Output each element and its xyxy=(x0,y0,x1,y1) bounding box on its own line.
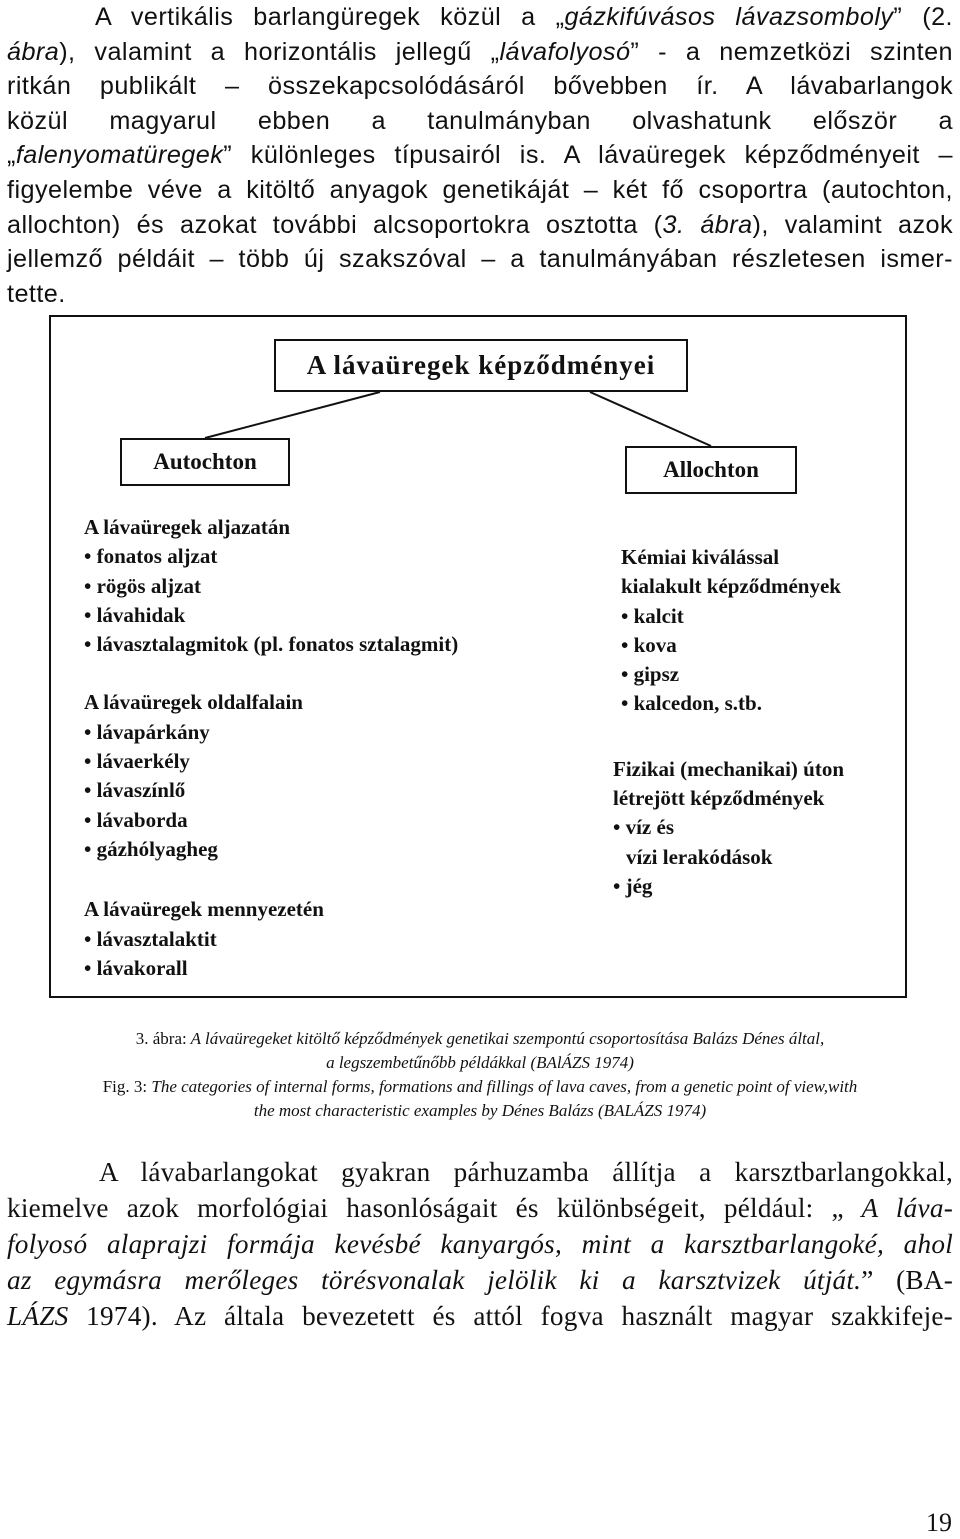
list-item: • gázhólyagheg xyxy=(84,836,218,861)
group-heading: létrejött képződmények xyxy=(613,786,825,811)
group-heading: kialakult képződmények xyxy=(621,574,841,599)
list-item: • gipsz xyxy=(621,662,680,687)
text-line: tette. xyxy=(7,279,66,308)
list-item: • lávaborda xyxy=(84,807,188,832)
text-line: allochton) és azokat további alcsoportokra osztotta (3. ábra), valamint azok xyxy=(7,210,954,239)
text-line: ábra), valamint a horizontális jellegű „lávafolyosó” - a nemzetközi szinten xyxy=(7,37,953,66)
list-item: • lávahidak xyxy=(84,602,186,627)
list-item: • rögös aljzat xyxy=(84,573,201,598)
list-item: • kalcit xyxy=(621,603,684,628)
list-item: • kova xyxy=(621,632,677,657)
caption-hu-line1: 3. ábra: A lávaüregeket kitöltő képződmények genetikai szempontú csoportosítása Balázs Dénes által, xyxy=(135,1029,825,1048)
group-heading: A lávaüregek aljazatán xyxy=(84,515,291,539)
group-heading: A lávaüregek mennyezetén xyxy=(84,897,324,922)
text-line: A vertikális barlangüregek közül a „gázkifúvásos lávazsomboly” (2. xyxy=(95,3,953,31)
caption-en-line2: the most characteristic examples by Dénes Balázs (BALÁZS 1974) xyxy=(253,1101,707,1120)
text-line: LÁZS 1974). Az általa bevezetett és attól fogva használt magyar szakkifeje- xyxy=(7,1301,953,1331)
text-line: A lávabarlangokat gyakran párhuzamba állítja a karsztbarlangokkal, xyxy=(99,1157,953,1187)
group-heading: Fizikai (mechanikai) úton xyxy=(613,756,845,781)
list-item: • lávakorall xyxy=(84,955,188,980)
text-line: „falenyomatüregek” különleges típusairól is. A lávaüregek képződményeit – xyxy=(7,141,953,170)
text-line: ritkán publikált – összekapcsolódásáról bővebben ír. A lávabarlangok xyxy=(7,72,953,101)
page-number: 19 xyxy=(926,1508,952,1537)
list-item: • lávapárkány xyxy=(84,719,210,744)
list-item: • lávaszínlő xyxy=(84,778,186,803)
caption-hu-line2: a legszembetűnőbb példákkal (BAlÁZS 1974) xyxy=(326,1053,634,1072)
list-item: • kalcedon, s.tb. xyxy=(621,691,762,716)
intro-paragraph xyxy=(7,0,953,311)
group-heading: Kémiai kiválással xyxy=(621,545,780,569)
text-line: jellemző példáit – több új szakszóval – a tanulmányában részletesen ismer- xyxy=(7,245,953,274)
list-item: • lávasztalagmitok (pl. fonatos sztalagmit) xyxy=(84,632,459,657)
list-item: • lávasztalaktit xyxy=(84,926,217,951)
list-item: • lávaerkély xyxy=(84,749,190,774)
list-item: • fonatos aljzat xyxy=(84,544,218,569)
second-paragraph xyxy=(7,1154,953,1334)
list-item: • jég xyxy=(613,873,653,898)
allochton-list xyxy=(613,543,844,901)
list-item: vízi lerakódások xyxy=(626,844,773,869)
text-line: az egymásra merőleges törésvonalak jelölik ki a karsztvizek útját.” (BA- xyxy=(7,1265,953,1295)
text-line: kiemelve azok morfológiai hasonlóságait és különbségeit, például: „ A láva- xyxy=(7,1193,953,1223)
autochton-list xyxy=(84,513,458,983)
autochton-box: Autochton xyxy=(120,438,290,486)
group-heading: A lávaüregek oldalfalain xyxy=(84,690,303,715)
text-line: közül magyarul ebben a tanulmányban olvashatunk először a xyxy=(7,106,953,135)
list-item: • víz és xyxy=(613,815,675,840)
text-line: folyosó alaprajzi formája kevésbé kanyargós, mint a karsztbarlangoké, ahol xyxy=(7,1229,953,1259)
diagram-title-box: A lávaüregek képződményei xyxy=(274,339,688,392)
allochton-box: Allochton xyxy=(625,446,797,494)
text-line: figyelembe véve a kitöltő anyagok genetikáját – két fő csoportra (autochton, xyxy=(7,175,953,204)
caption-en-line1: Fig. 3: The categories of internal forms, formations and fillings of lava caves, from a genetic point of view,with xyxy=(102,1077,858,1096)
